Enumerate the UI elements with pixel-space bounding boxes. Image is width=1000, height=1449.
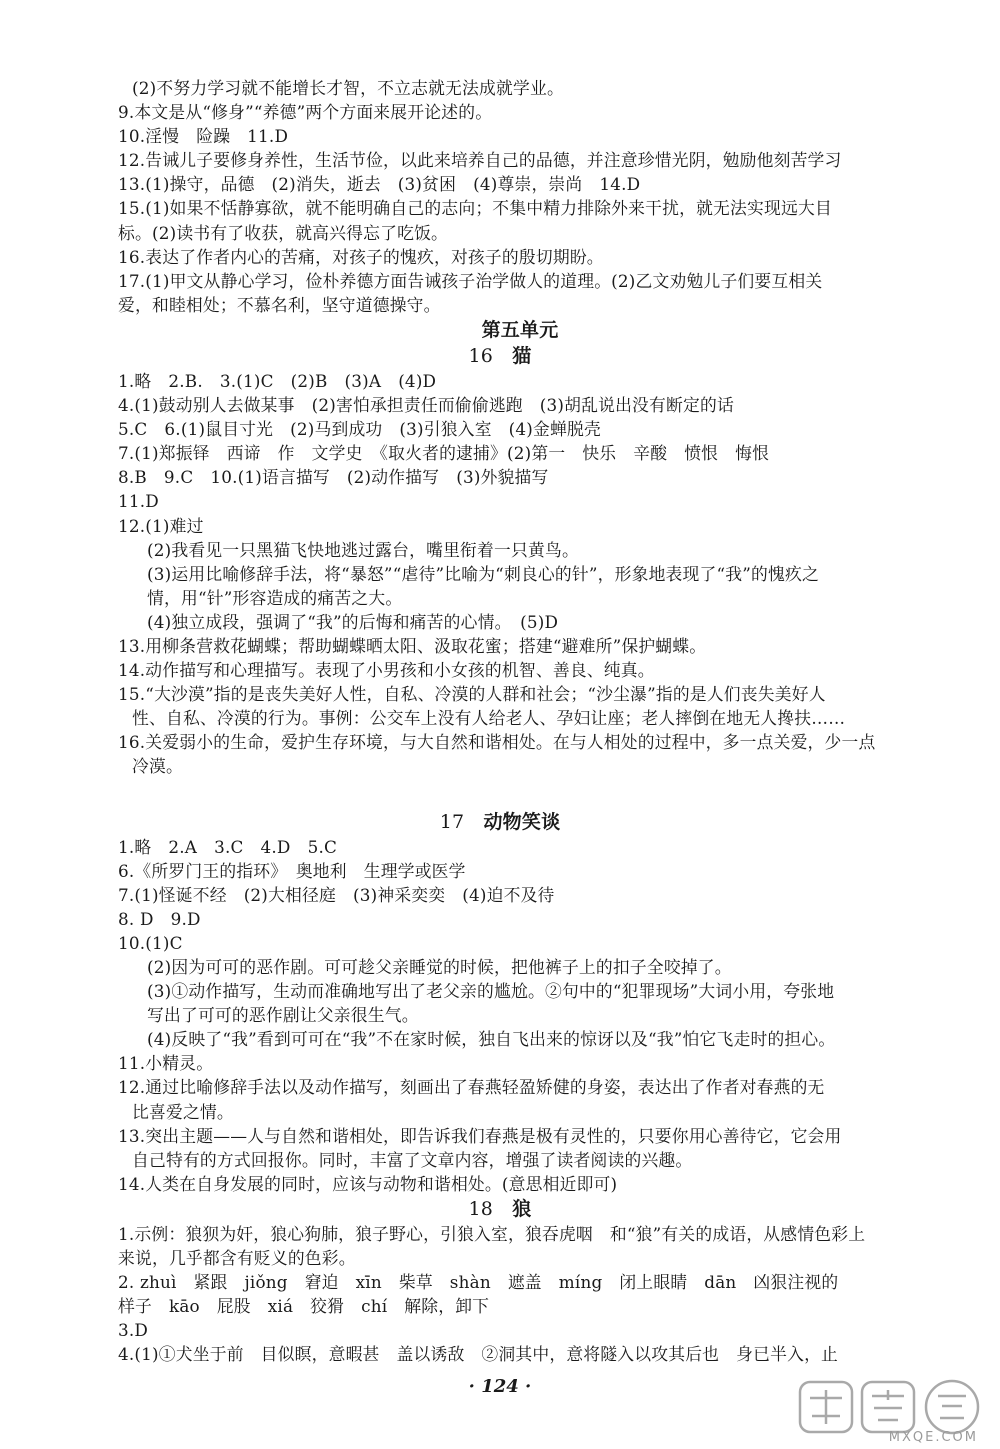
text-line: 2. zhuì 紧跟 jiǒng 窘迫 xīn 柴草 shàn 遮盖 míng 闭上眼睛 dān 凶狠注视的 [118, 1272, 839, 1293]
text-line: 8.B 9.C 10.(1)语言描写 (2)动作描写 (3)外貌描写 [118, 467, 549, 488]
text-line: 10.淫慢 险躁 11.D [118, 126, 289, 147]
text-line: 8. D 9.D [118, 908, 201, 929]
text-line: 4.(1)①犬坐于前 目似瞑，意暇甚 盖以诱敌 ②洞其中，意将隧入以攻其后也 身已半入，止 [118, 1344, 839, 1365]
text-line: 17.(1)甲文从静心学习，俭朴养德方面告诫孩子治学做人的道理。(2)乙文劝勉儿子们要互相关 [118, 270, 823, 291]
text-line: (4)反映了“我”看到可可在“我”不在家时候，独自飞出来的惊讶以及“我”怕它飞走时的担心。 [147, 1029, 836, 1050]
text-line: 16.表达了作者内心的苦痛，对孩子的愧疚，对孩子的殷切期盼。 [118, 246, 604, 267]
section-lesson-17 [0, 835, 1000, 1196]
text-line: 11.D [118, 491, 159, 512]
text-line: 9.本文是从“修身”“养德”两个方面来展开论述的。 [118, 102, 493, 123]
text-line: 情，用“针”形容造成的痛苦之大。 [147, 587, 403, 608]
watermark-text: MXQE.COM [888, 1430, 978, 1445]
text-line: 写出了可可的恶作剧让父亲很生气。 [147, 1005, 419, 1026]
text-line: 1.示例：狼狈为奸，狼心狗肺，狼子野心，引狼入室，狼吞虎咽 和“狼”有关的成语，从感情色彩上 [118, 1223, 866, 1244]
text-line: 标。(2)读书有了收获，就高兴得忘了吃饭。 [118, 222, 449, 243]
text-line: 来说，几乎都含有贬义的色彩。 [118, 1248, 356, 1269]
text-line: 13.用柳条营救花蝴蝶；帮助蝴蝶晒太阳、汲取花蜜；搭建“避难所”保护蝴蝶。 [118, 635, 707, 656]
lesson-title-18 [0, 1196, 1000, 1222]
text-line: 16.关爱弱小的生命，爱护生存环境，与大自然和谐相处。在与人相处的过程中，多一点关爱，少一点 [118, 732, 876, 753]
text-line: 11.小精灵。 [118, 1053, 214, 1074]
section-lesson-16 [0, 369, 1000, 779]
text-line: 15.“大沙漠”指的是丧失美好人性，自私、冷漠的人群和社会；“沙尘瀑”指的是人们丧失美好人 [118, 684, 826, 705]
text-line: 13.突出主题——人与自然和谐相处，即告诉我们春燕是极有灵性的，只要你用心善待它，它会用 [118, 1125, 842, 1146]
text-line: 性、自私、冷漠的行为。事例：公交车上没有人给老人、孕妇让座；老人摔倒在地无人搀扶…… [132, 708, 846, 729]
text-line: 爱，和睦相处；不慕名利，坚守道德操守。 [118, 294, 441, 315]
lesson-name: 猫 [512, 344, 532, 367]
page-number: · 124 · [468, 1376, 532, 1397]
text-line: 7.(1)怪诞不经 (2)大相径庭 (3)神采奕奕 (4)迫不及待 [118, 884, 555, 905]
text-line: (2)不努力学习就不能增长才智，不立志就无法成就学业。 [132, 78, 564, 98]
text-line: 冷漠。 [132, 756, 183, 777]
text-line: 1.略 2.A 3.C 4.D 5.C [118, 836, 338, 857]
section-prev-lesson [0, 76, 1000, 317]
lesson-name: 动物笑谈 [483, 810, 561, 833]
text-line: 10.(1)C [118, 932, 183, 953]
text-line: 14.动作描写和心理描写。表现了小男孩和小女孩的机智、善良、纯真。 [118, 660, 655, 681]
lesson-number: 17 [439, 810, 465, 833]
lesson-number: 16 [468, 344, 494, 367]
lesson-title-16 [0, 343, 1000, 369]
lesson-title-17 [0, 809, 1000, 835]
text-line: 1.略 2.B. 3.(1)C (2)B (3)A (4)D [118, 370, 437, 391]
text-line: 12.(1)难过 [118, 515, 204, 536]
text-line: 比喜爱之情。 [132, 1101, 234, 1122]
section-lesson-18 [0, 1222, 1000, 1367]
text-line: 3.D [118, 1320, 149, 1341]
text-line: 6.《所罗门王的指环》 奥地利 生理学或医学 [118, 860, 466, 881]
text-line: 14.人类在自身发展的同时，应该与动物和谐相处。(意思相近即可) [118, 1173, 618, 1194]
text-line: 自己特有的方式回报你。同时，丰富了文章内容，增强了读者阅读的兴趣。 [132, 1149, 693, 1170]
text-line: 5.C 6.(1)鼠目寸光 (2)马到成功 (3)引狼入室 (4)金蝉脱壳 [118, 419, 601, 440]
text-line: 13.(1)操守，品德 (2)消失，逝去 (3)贫困 (4)尊崇，崇尚 14.D [118, 174, 641, 195]
unit-title: 第五单元 [481, 318, 559, 341]
text-line: 7.(1)郑振铎 西谛 作 文学史 《取火者的逮捕》(2)第一 快乐 辛酸 愤恨 悔恨 [118, 443, 770, 464]
text-line: (3)运用比喻修辞手法，将“暴怒”“虐待”比喻为“刺良心的针”，形象地表现了“我”的愧疚之 [147, 563, 819, 584]
text-line: (2)我看见一只黑猫飞快地逃过露台，嘴里衔着一只黄鸟。 [147, 539, 579, 560]
answer-content [0, 76, 1000, 1367]
text-line: 12.告诫儿子要修身养性，生活节俭，以此来培养自己的品德，并注意珍惜光阴，勉励他刻苦学习 [118, 150, 842, 171]
text-line: (3)①动作描写，生动而准确地写出了老父亲的尴尬。②句中的“犯罪现场”大词小用，夸张地 [147, 981, 835, 1002]
text-line: 4.(1)鼓动别人去做某事 (2)害怕承担责任而偷偷逃跑 (3)胡乱说出没有断定的话 [118, 395, 734, 416]
text-line: (2)因为可可的恶作剧。可可趁父亲睡觉的时候，把他裤子上的扣子全咬掉了。 [147, 957, 732, 977]
lesson-name: 狼 [512, 1197, 532, 1220]
text-line: 样子 kāo 屁股 xiá 狡猾 chí 解除，卸下 [118, 1296, 490, 1317]
text-line: 15.(1)如果不恬静寡欲，就不能明确自己的志向；不集中精力排除外来干扰，就无法实现远大目 [118, 198, 832, 219]
lesson-number: 18 [468, 1197, 494, 1220]
text-line: 12.通过比喻修辞手法以及动作描写，刻画出了春燕轻盈矫健的身姿，表达出了作者对春燕的无 [118, 1077, 825, 1098]
text-line: (4)独立成段，强调了“我”的后悔和痛苦的心情。 (5)D [147, 611, 559, 632]
